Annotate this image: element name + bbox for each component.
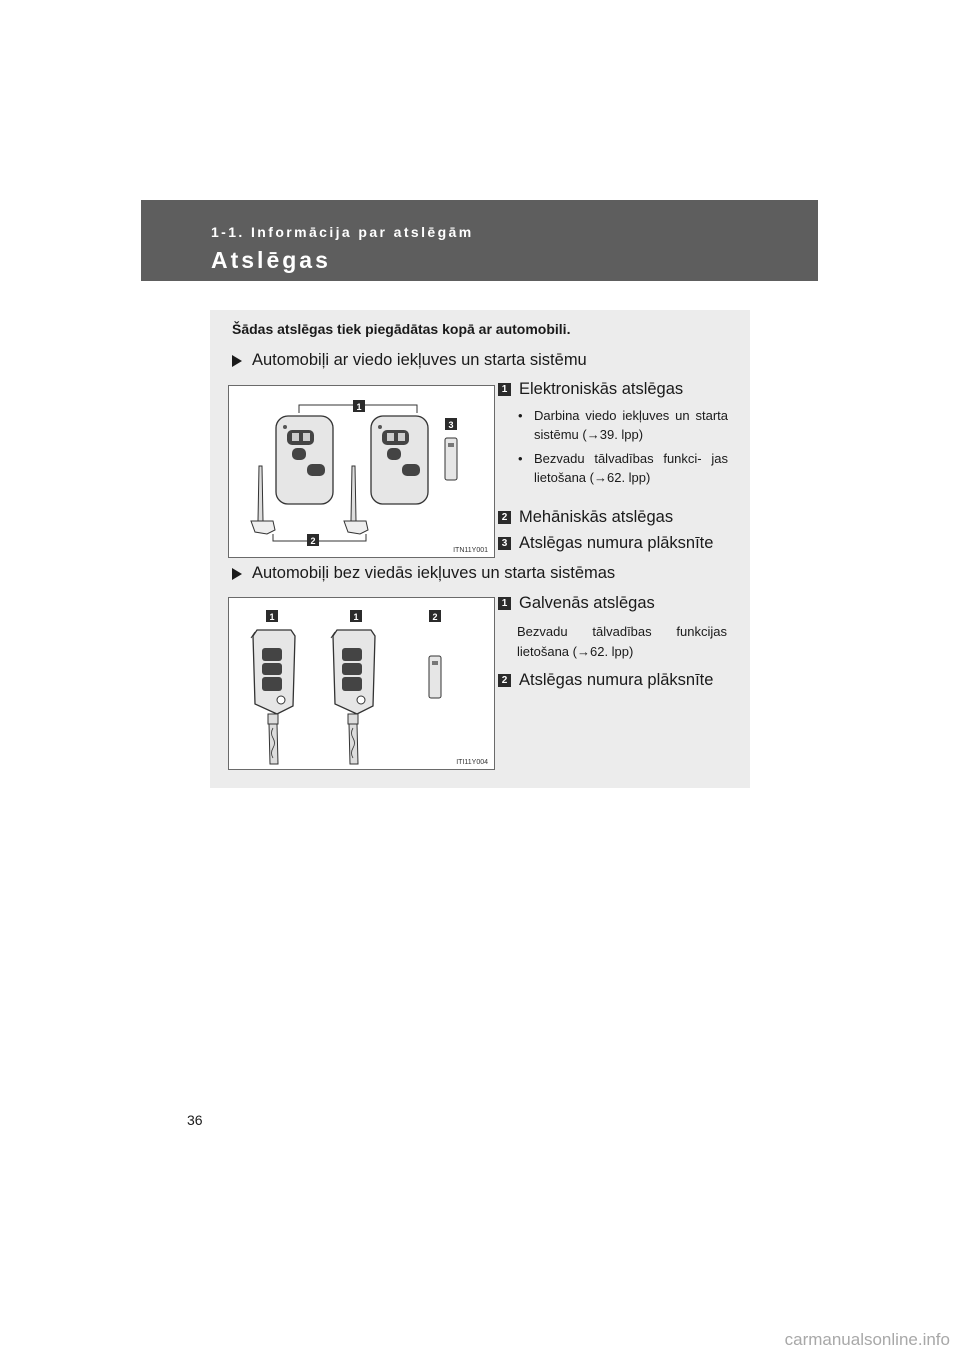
callout-1-label: 1 bbox=[356, 402, 362, 412]
content-panel bbox=[210, 310, 750, 788]
standard-key-figure bbox=[228, 597, 495, 770]
standard-heading-text: Automobiļi bez viedās iekļuves un starta sistēmas bbox=[252, 564, 616, 582]
standard-heading bbox=[232, 564, 615, 583]
callout-2-label: 2 bbox=[432, 612, 438, 622]
item-label: Mehāniskās atslēgas bbox=[519, 508, 674, 526]
smart-item-2 bbox=[498, 508, 673, 527]
callout-3-label: 3 bbox=[448, 420, 454, 430]
standard-item-1 bbox=[498, 594, 655, 613]
smart-key-fob-left bbox=[276, 416, 333, 504]
standard-key-illustration bbox=[229, 598, 494, 769]
callout-1a-label: 1 bbox=[269, 612, 275, 622]
standard-item-2 bbox=[498, 671, 713, 690]
flip-key-left bbox=[251, 630, 295, 764]
smart-key-fob-right bbox=[371, 416, 428, 504]
item-label: Elektroniskās atslēgas bbox=[519, 380, 684, 398]
section-header bbox=[141, 200, 818, 281]
callout-2-label: 2 bbox=[310, 536, 316, 546]
item-label: Atslēgas numura plāksnīte bbox=[519, 671, 714, 689]
triangle-arrow-icon bbox=[232, 568, 242, 580]
key-number-plate bbox=[445, 438, 457, 480]
smart-bullet-1: • Darbina viedo iekļuves un starta sistēmu (→39. lpp) bbox=[518, 408, 728, 442]
smart-item-3 bbox=[498, 534, 713, 553]
item-number-badge: 3 bbox=[498, 537, 511, 550]
callout-1b-label: 1 bbox=[353, 612, 359, 622]
smart-heading bbox=[232, 351, 587, 370]
page-number: 36 bbox=[187, 1112, 203, 1128]
page-title: Atslēgas bbox=[211, 247, 331, 273]
key-number-plate bbox=[429, 656, 441, 698]
smart-item-1 bbox=[498, 380, 683, 399]
watermark: carmanualsonline.info bbox=[784, 1330, 950, 1349]
standard-figure-code: ITI11Y004 bbox=[456, 759, 488, 766]
item-number-badge: 2 bbox=[498, 511, 511, 524]
flip-key-right bbox=[331, 630, 375, 764]
item-label: Atslēgas numura plāksnīte bbox=[519, 534, 714, 552]
bullet-text: Darbina viedo iekļuves un starta sistēmu (→39. lpp) bbox=[534, 408, 728, 442]
smart-key-figure bbox=[228, 385, 495, 558]
item-number-badge: 1 bbox=[498, 383, 511, 396]
intro-text: Šādas atslēgas tiek piegādātas kopā ar automobili. bbox=[232, 321, 571, 337]
standard-item-1-desc: Bezvadu tālvadības funkcijas lietošana (→62. lpp) bbox=[517, 624, 727, 659]
item-number-badge: 1 bbox=[498, 597, 511, 610]
smart-figure-code: ITN11Y001 bbox=[453, 547, 488, 554]
section-subtitle: 1-1. Informācija par atslēgām bbox=[211, 224, 474, 240]
smart-bullet-2: • Bezvadu tālvadības funkci- jas lietošana (→62. lpp) bbox=[518, 451, 728, 485]
bullet-text: Bezvadu tālvadības funkci- jas lietošana (→62. lpp) bbox=[534, 451, 728, 485]
smart-key-illustration bbox=[229, 386, 494, 557]
item-number-badge: 2 bbox=[498, 674, 511, 687]
triangle-arrow-icon bbox=[232, 355, 242, 367]
mechanical-key-right bbox=[344, 466, 368, 534]
mechanical-key-left bbox=[251, 466, 275, 534]
item-label: Galvenās atslēgas bbox=[519, 594, 655, 612]
smart-heading-text: Automobiļi ar viedo iekļuves un starta sistēmu bbox=[252, 351, 587, 369]
